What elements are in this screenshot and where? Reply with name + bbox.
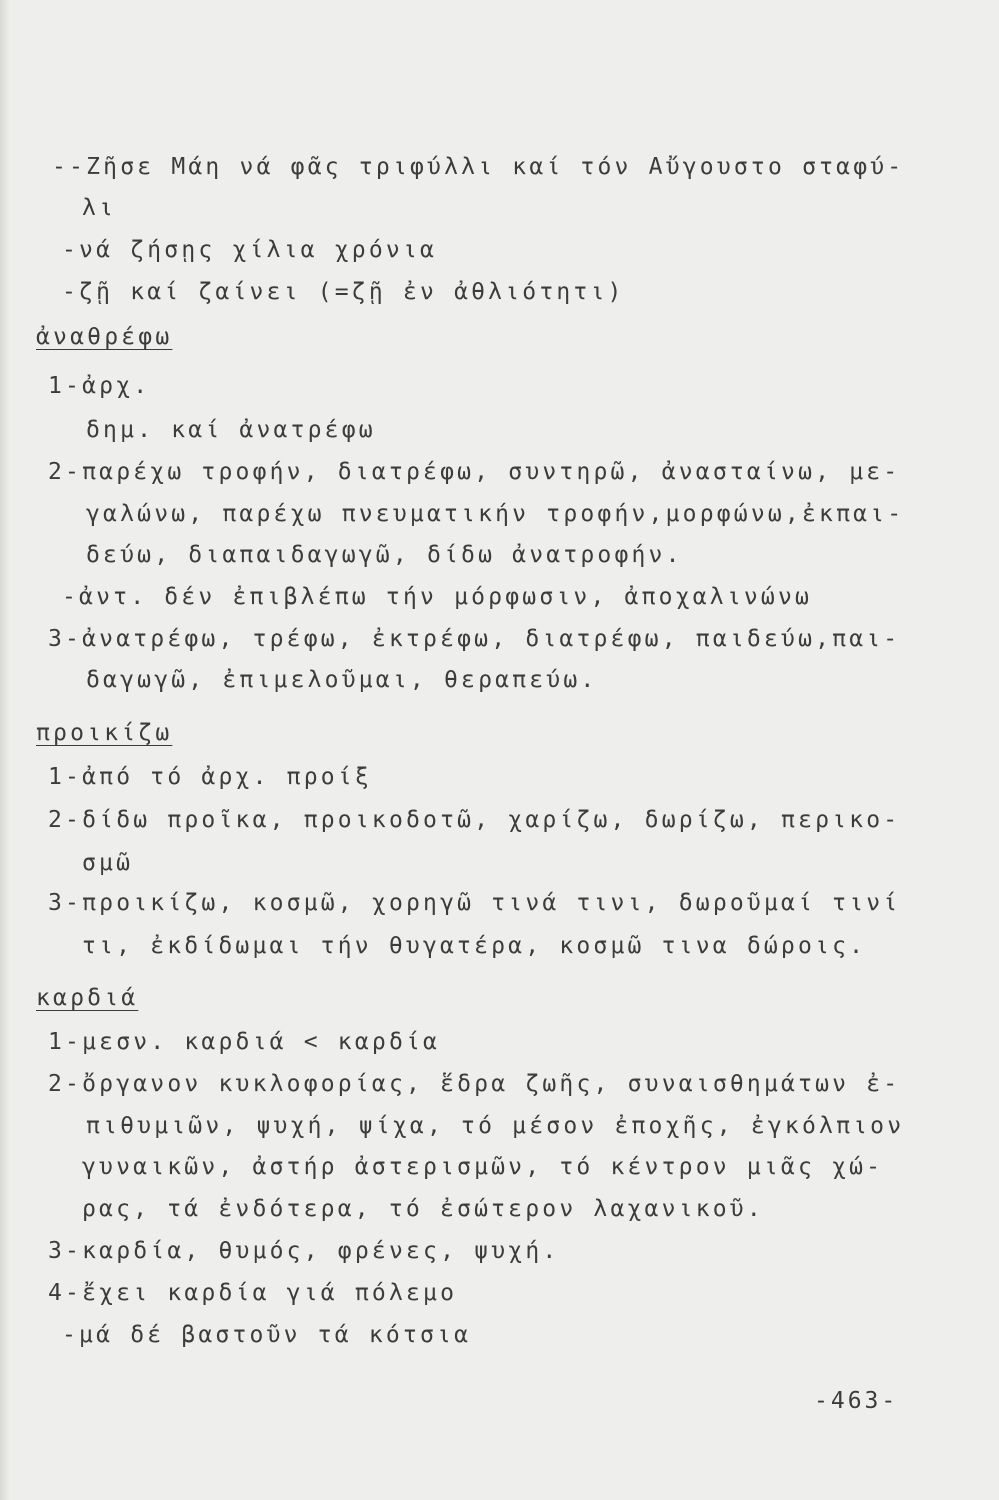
text-line: δημ. καί ἀνατρέφω xyxy=(86,417,376,443)
text-line: 2-δίδω προῖκα, προικοδοτῶ, χαρίζω, δωρίζω, περικο- xyxy=(48,807,901,833)
text-line: --Ζῆσε Μάη νά φᾶς τριφύλλι καί τόν Αὔγουστο σταφύ- xyxy=(52,154,905,180)
page-number: -463- xyxy=(814,1388,899,1414)
text-line: 3-προικίζω, κοσμῶ, χορηγῶ τινά τινι, δωροῦμαί τινί xyxy=(48,890,901,916)
text-line: δεύω, διαπαιδαγωγῶ, δίδω ἀνατροφήν. xyxy=(86,542,683,568)
text-line: 1-ἀρχ. xyxy=(48,373,151,399)
text-line: τι, ἐκδίδωμαι τήν θυγατέρα, κοσμῶ τινα δώροις. xyxy=(82,933,867,959)
text-line: -ἀντ. δέν ἐπιβλέπω τήν μόρφωσιν, ἀποχαλινώνω xyxy=(62,584,813,610)
text-line: δαγωγῶ, ἐπιμελοῦμαι, θεραπεύω. xyxy=(86,667,598,693)
text-line: 1-ἀπό τό ἀρχ. προίξ xyxy=(48,764,372,790)
text-line: -νά ζήσῃς χίλια χρόνια xyxy=(62,237,438,263)
text-line: πιθυμιῶν, ψυχή, ψίχα, τό μέσον ἐποχῆς, ἐγκόλπιον xyxy=(86,1113,905,1139)
text-line: 2-παρέχω τροφήν, διατρέφω, συντηρῶ, ἀνασταίνω, με- xyxy=(48,459,901,485)
text-line: -ζῇ καί ζαίνει (=ζῇ ἐν ἀθλιότητι) xyxy=(62,279,625,305)
text-line: -μά δέ βαστοῦν τά κότσια xyxy=(62,1322,472,1348)
text-line: 1-μεσν. καρδιά < καρδία xyxy=(48,1029,441,1055)
text-line: 3-καρδία, θυμός, φρένες, ψυχή. xyxy=(48,1238,560,1264)
text-line: 3-ἀνατρέφω, τρέφω, ἐκτρέφω, διατρέφω, παιδεύω,παι- xyxy=(48,626,901,652)
entry-heading: καρδιά xyxy=(36,985,139,1011)
text-line: λι xyxy=(82,195,117,221)
text-line: 2-ὄργανον κυκλοφορίας, ἕδρα ζωῆς, συναισθημάτων ἐ- xyxy=(48,1071,901,1097)
entry-heading: ἀναθρέφω xyxy=(36,324,173,350)
text-line: σμῶ xyxy=(82,850,134,876)
page-edge-shadow xyxy=(0,0,10,1500)
text-line: γυναικῶν, ἀστήρ ἀστερισμῶν, τό κέντρον μιᾶς χώ- xyxy=(82,1154,884,1180)
text-line: 4-ἔχει καρδία γιά πόλεμο xyxy=(48,1280,458,1306)
text-line: ρας, τά ἐνδότερα, τό ἐσώτερον λαχανικοῦ. xyxy=(82,1196,764,1222)
entry-heading: προικίζω xyxy=(36,720,173,746)
text-line: γαλώνω, παρέχω πνευματικήν τροφήν,μορφώνω,ἐκπαι- xyxy=(86,501,905,527)
